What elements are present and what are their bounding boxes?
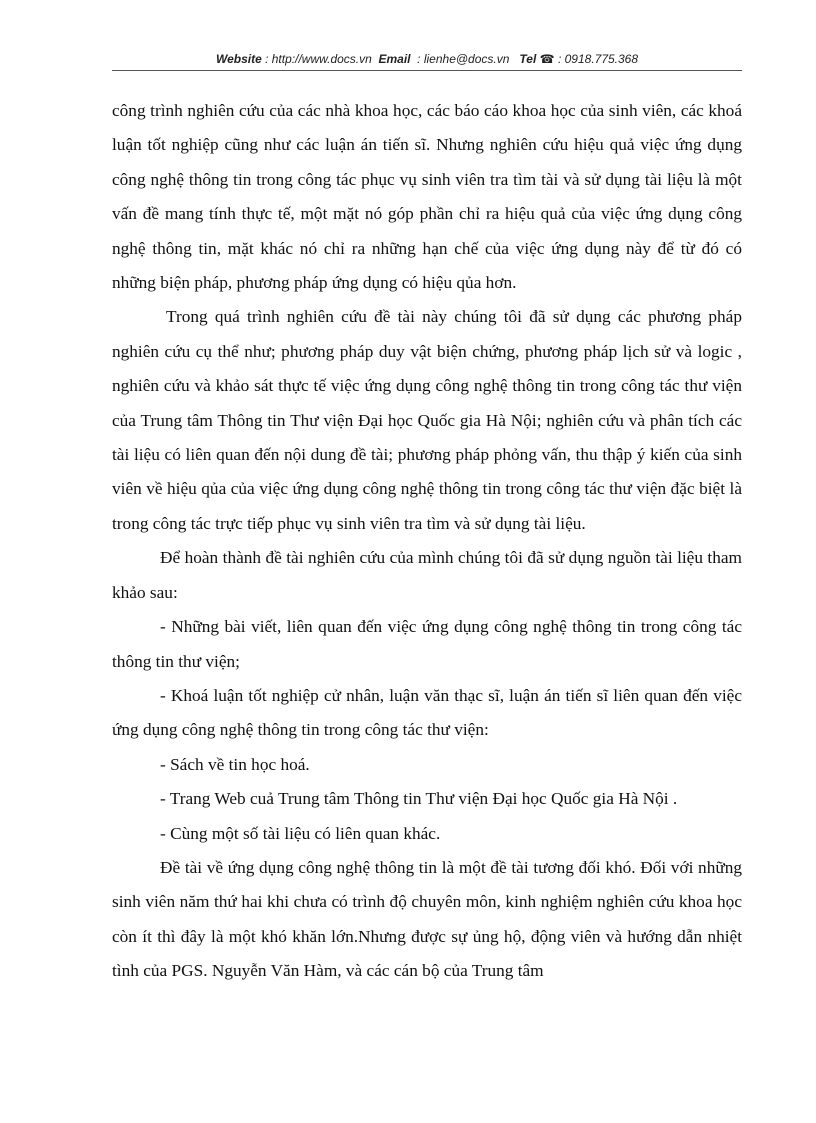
tel-label: Tel ☎ xyxy=(519,52,555,66)
paragraph-sources-intro: Để hoàn thành đề tài nghiên cứu của mình chúng tôi đã sử dụng nguồn tài liệu tham khảo sau: xyxy=(112,548,742,602)
list-item-website: - Trang Web cuả Trung tâm Thông tin Thư viện Đại học Quốc gia Hà Nội . xyxy=(160,789,678,809)
list-item-other: - Cùng một số tài liệu có liên quan khác. xyxy=(160,823,441,843)
document-body xyxy=(112,94,742,989)
email-label: Email xyxy=(378,52,411,66)
email-value: : lienhe@docs.vn xyxy=(417,52,510,66)
paragraph-methods: Trong quá trình nghiên cứu đề tài này chúng tôi đã sử dụng các phương pháp nghiên cứu cụ thể như; phương pháp duy vật biện chứng, phương pháp lịch sử và logic , nghiên cứu và khảo sát thực tế việc ứng dụng công nghệ thông tin trong công tác thư viện của Trung tâm Thông tin Thư viện Đại học Quốc gia Hà Nội; nghiên cứu và phân tích các tài liệu có liên quan đến nội dung đề tài; phương pháp phỏng vấn, thu thập ý kiến của sinh viên về hiệu qủa của việc ứng dụng công nghệ thông tin trong công tác thư viện đặc biệt là trong công tác trực tiếp phục vụ sinh viên tra tìm và sử dụng tài liệu. xyxy=(112,307,742,533)
paragraph-continuation: công trình nghiên cứu của các nhà khoa học, các báo cáo khoa học của sinh viên, các khoá luận tốt nghiệp cũng như các luận án tiến sĩ. Nhưng nghiên cứu hiệu quả việc ứng dụng công nghệ thông tin trong công tác phục vụ sinh viên tra tìm tài và sử dụng tài liệu là một vấn đề mang tính thực tế, một mặt nó góp phần chỉ ra hiệu quả của việc ứng dụng công nghệ thông tin, mặt khác nó chỉ ra những hạn chế của việc ứng dụng này để từ đó có những biện pháp, phương pháp ứng dụng có hiệu qủa hơn. xyxy=(112,101,742,293)
list-item-articles: - Những bài viết, liên quan đến việc ứng dụng công nghệ thông tin trong công tác thông tin thư viện; xyxy=(112,617,742,671)
tel-value: : 0918.775.368 xyxy=(557,52,639,66)
website-value: : http://www.docs.vn xyxy=(265,52,372,66)
list-item-theses: - Khoá luận tốt nghiệp cử nhân, luận văn thạc sĩ, luận án tiến sĩ liên quan đến việc ứng dụng công nghệ thông tin trong công tác thư viện: xyxy=(112,685,742,740)
website-label: Website xyxy=(215,52,262,66)
paragraph-difficulty: Đề tài về ứng dụng công nghệ thông tin là một đề tài tương đối khó. Đối với những sinh viên năm thứ hai khi chưa có trình độ chuyên môn, kinh nghiệm nghiên cứu khoa học còn ít thì đây là một khó khăn lớn.Nhưng được sự ủng hộ, động viên và hướng dẫn nhiệt tình của PGS. Nguyễn Văn Hàm, và các cán bộ của Trung tâm xyxy=(112,857,742,981)
list-item-books: - Sách về tin học hoá. xyxy=(160,754,310,774)
page-header xyxy=(112,50,742,71)
